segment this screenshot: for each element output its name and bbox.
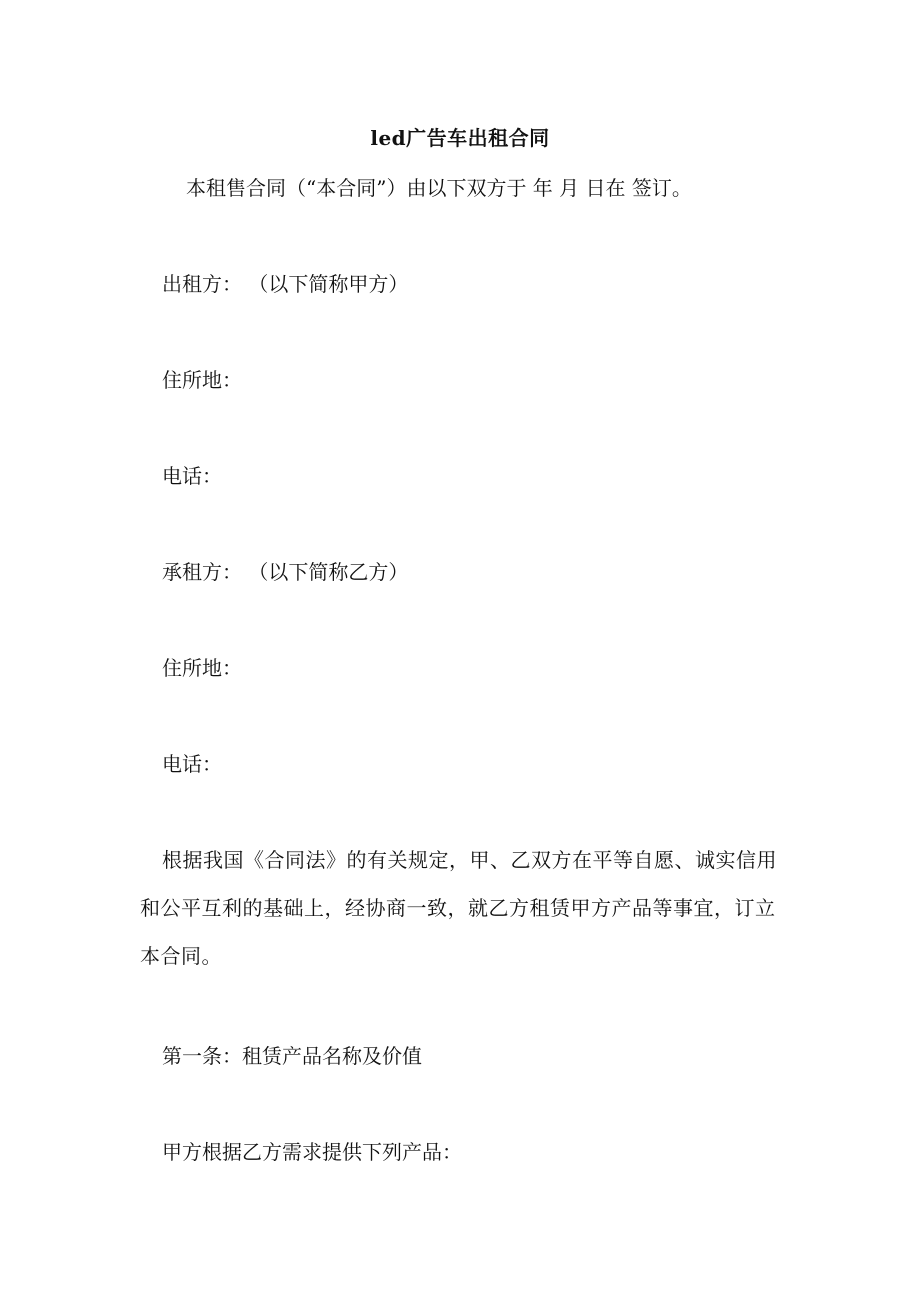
lessee-label: 承租方： （以下简称乙方）: [162, 560, 409, 584]
lessor-phone: 电话：: [162, 464, 222, 488]
document-title: led广告车出租合同: [370, 126, 550, 150]
article1-text: 甲方根据乙方需求提供下列产品：: [162, 1140, 462, 1164]
lessor-label: 出租方： （以下简称甲方）: [162, 272, 409, 296]
lessor-address: 住所地：: [162, 368, 242, 392]
lessee-phone: 电话：: [162, 752, 222, 776]
lessee-address: 住所地：: [162, 656, 242, 680]
intro-line: 本租售合同（“本合同”）由以下双方于 年 月 日在 签订。: [186, 176, 692, 200]
article1-heading: 第一条：租赁产品名称及价值: [162, 1044, 422, 1068]
basis-paragraph: 根据我国《合同法》的有关规定，甲、乙双方在平等自愿、诚实信用和公平互利的基础上，经协商一致，就乙方租赁甲方产品等事宜，订立本合同。: [140, 848, 777, 968]
